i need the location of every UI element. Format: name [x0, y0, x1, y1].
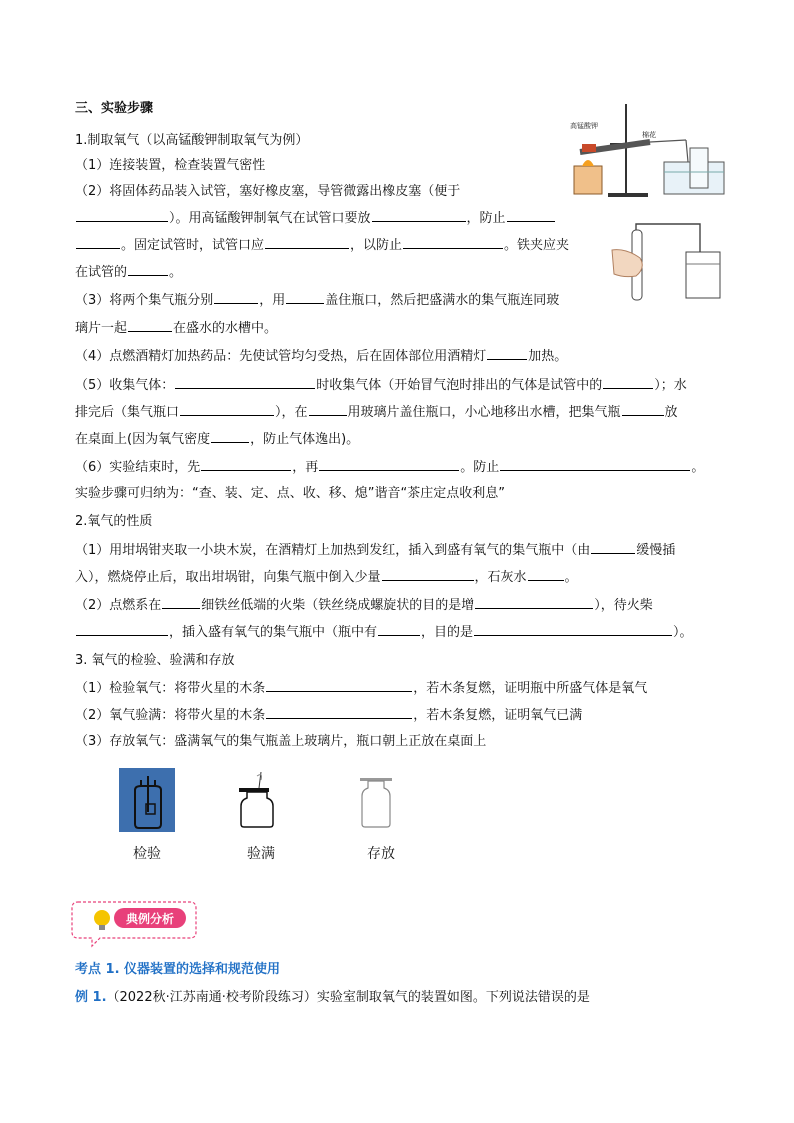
fill-blank[interactable] — [622, 402, 664, 416]
step-4: （4）点燃酒精灯加热药品：先使试管均匀受热，后在固体部位用酒精灯 加热。 — [75, 346, 567, 367]
fill-blank[interactable] — [319, 457, 459, 471]
property-1-line-b: 入），燃烧停止后，取出坩埚钳，向集气瓶中倒入少量 ，石灰水 。 — [75, 567, 578, 588]
check-full: （2）氧气验满：将带火星的木条 ，若木条复燃，证明氧气已满 — [75, 705, 582, 726]
part1-heading: 1.制取氧气（以高锰酸钾制取氧气为例） — [75, 133, 309, 148]
fill-blank[interactable] — [214, 290, 258, 304]
part3-heading: 3. 氧气的检验、验满和存放 — [75, 653, 235, 668]
property-2-line-a: （2）点燃系在 细铁丝低端的火柴（铁丝绕成螺旋状的目的是增 ），待火柴 — [75, 595, 653, 616]
lightbulb-icon — [94, 910, 110, 926]
fill-blank[interactable] — [603, 375, 653, 389]
fill-blank[interactable] — [528, 567, 564, 581]
fill-blank[interactable] — [372, 208, 466, 222]
fill-blank[interactable] — [180, 402, 274, 416]
step-3-line-a: （3）将两个集气瓶分别 ，用 盖住瓶口，然后把盛满水的集气瓶连同玻 — [75, 290, 559, 311]
fill-blank[interactable] — [266, 678, 412, 692]
fill-blank[interactable] — [286, 290, 324, 304]
caption-full: 验满 — [247, 846, 275, 862]
fill-blank[interactable] — [591, 540, 635, 554]
fill-blank[interactable] — [378, 622, 420, 636]
steps-summary: 实验步骤可归纳为：“查、装、定、点、收、移、熄”谐音“茶庄定点收利息” — [75, 486, 505, 501]
step-2-line-a: （2）将固体药品装入试管，塞好橡皮塞，导管微露出橡皮塞（便于 — [75, 184, 461, 199]
step-3-line-b: 璃片一起 在盛水的水槽中。 — [75, 318, 277, 339]
fill-blank[interactable] — [76, 622, 168, 636]
step-2-line-b: ）。用高锰酸钾制氧气在试管口要放 ，防止 — [75, 208, 556, 229]
section-title: 三、实验步骤 — [75, 101, 154, 116]
step-1: （1）连接装置，检查装置气密性 — [75, 158, 266, 173]
fill-blank[interactable] — [76, 208, 168, 222]
step-2-line-d: 在试管的 。 — [75, 262, 182, 283]
label-cotton: 棉花 — [642, 131, 656, 139]
fill-blank[interactable] — [201, 457, 291, 471]
example-1: 例 1.（2022秋·江苏南通·校考阶段练习）实验室制取氧气的装置如图。下列说法错误的是 — [75, 990, 590, 1005]
step-6: （6）实验结束时，先 ，再 。防止 。 — [75, 457, 704, 478]
label-kmno4: 高锰酸钾 — [570, 122, 598, 130]
step-5-line-a: （5）收集气体： 时收集气体（开始冒气泡时排出的气体是试管中的 ）；水 — [75, 375, 687, 396]
fill-blank[interactable] — [309, 402, 347, 416]
store-oxygen: （3）存放氧气：盛满氧气的集气瓶盖上玻璃片，瓶口朝上正放在桌面上 — [75, 734, 487, 749]
example-analysis-badge — [70, 898, 200, 948]
step-5-line-c: 在桌面上(因为氧气密度 ，防止气体逸出)。 — [75, 429, 359, 450]
fill-blank[interactable] — [507, 208, 555, 222]
check-oxygen: （1）检验氧气：将带火星的木条 ，若木条复燃，证明瓶中所盛气体是氧气 — [75, 678, 647, 699]
oxygen-apparatus-figure — [566, 100, 726, 200]
fill-blank[interactable] — [382, 567, 474, 581]
step-5-line-b: 排完后（集气瓶口 ），在 用玻璃片盖住瓶口，小心地移出水槽，把集气瓶 放 — [75, 402, 678, 423]
fill-blank[interactable] — [128, 262, 168, 276]
kaodian-title: 考点 1. 仪器装置的选择和规范使用 — [75, 962, 281, 977]
badge-text: 典例分析 — [125, 912, 175, 926]
caption-store: 存放 — [367, 846, 395, 862]
fill-blank[interactable] — [211, 429, 249, 443]
fill-blank[interactable] — [128, 318, 172, 332]
fill-blank[interactable] — [265, 235, 349, 249]
bottle-full-figure — [237, 770, 281, 828]
property-1-line-a: （1）用坩埚钳夹取一小块木炭，在酒精灯上加热到发红，插入到盛有氧气的集气瓶中（由 缓慢插 — [75, 540, 675, 561]
fill-blank[interactable] — [403, 235, 503, 249]
airtightness-check-figure — [606, 220, 726, 310]
fill-blank[interactable] — [266, 705, 412, 719]
fill-blank[interactable] — [500, 457, 690, 471]
fill-blank[interactable] — [175, 375, 315, 389]
caption-check: 检验 — [133, 846, 161, 862]
fill-blank[interactable] — [162, 595, 200, 609]
fill-blank[interactable] — [474, 622, 672, 636]
part2-heading: 2.氧气的性质 — [75, 514, 153, 529]
step-2-line-c: 。固定试管时，试管口应 ，以防止 。铁夹应夹 — [75, 235, 569, 256]
fill-blank[interactable] — [76, 235, 120, 249]
bottle-store-figure — [356, 778, 396, 828]
property-2-line-b: ，插入盛有氧气的集气瓶中（瓶中有 ，目的是 ）。 — [75, 622, 693, 643]
fill-blank[interactable] — [475, 595, 593, 609]
fill-blank[interactable] — [487, 346, 527, 360]
bottle-check-figure — [119, 768, 175, 832]
